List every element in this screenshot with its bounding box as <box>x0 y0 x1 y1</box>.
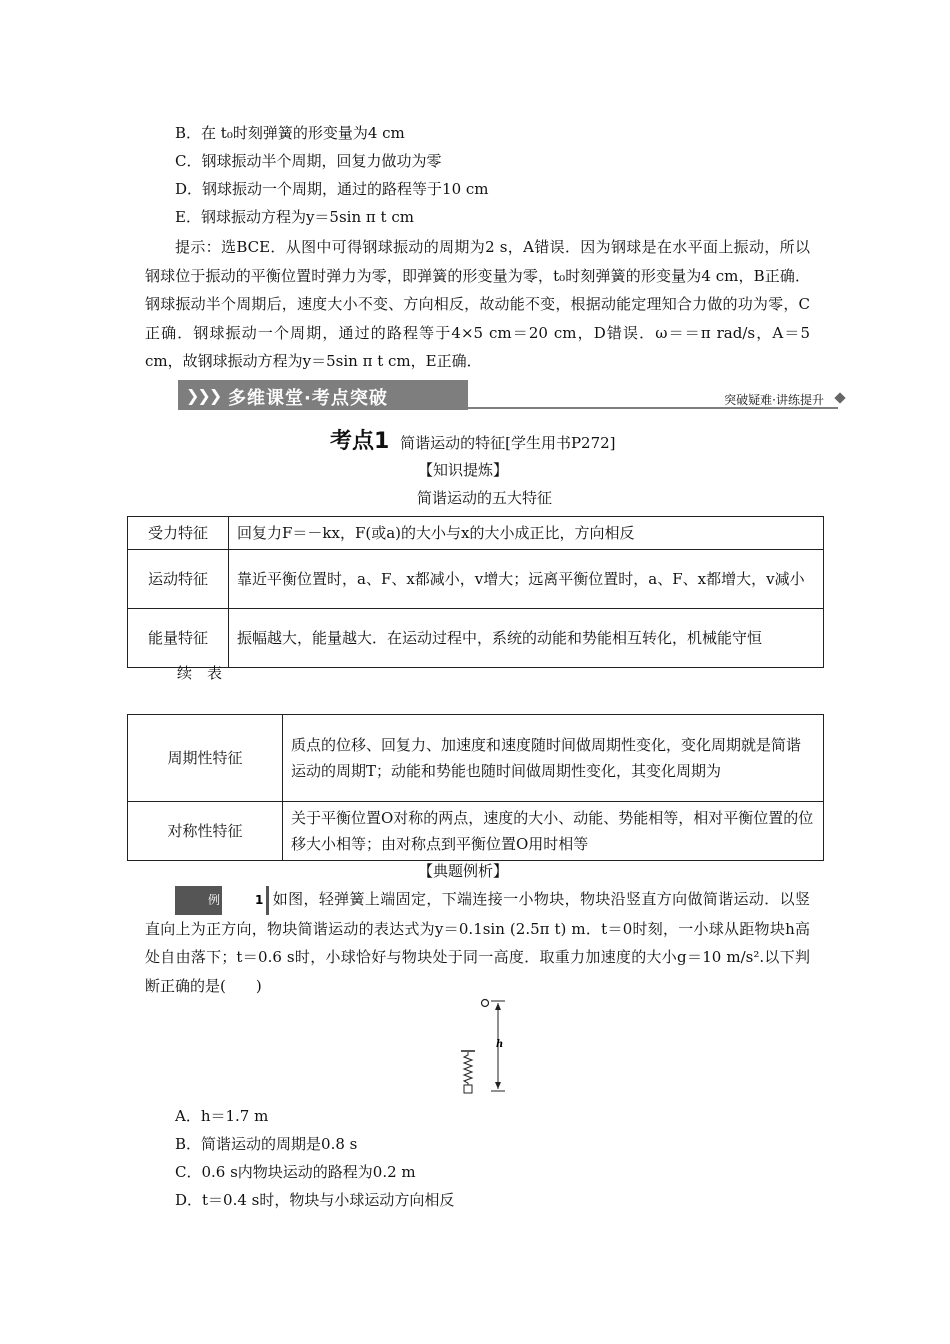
section-title: 简谐运动的特征[学生用书P272] <box>400 434 616 452</box>
banner-subtitle: 突破疑难·讲练提升 <box>724 393 824 407</box>
section-header <box>330 424 616 455</box>
features-table <box>127 516 824 668</box>
table-row <box>128 609 824 668</box>
option-d: D．t＝0.4 s时，物块与小球运动方向相反 <box>175 1191 455 1209</box>
banner-title: 多维课堂·考点突破 <box>228 388 388 409</box>
table-value: 靠近平衡位置时，a、F、x都减小，v增大；远离平衡位置时，a、F、x都增大，v减小 <box>229 550 824 609</box>
example-text: 如图，轻弹簧上端固定，下端连接一小物块，物块沿竖直方向做简谐运动．以竖直向上为正方向，物块简谐运动的表达式为y＝0.1sin (2.5π t) m．t＝0时刻，一小球从距物块h高处自由落下；t＝0.6 s时，小球恰好与物块处于同一高度．取重力加速度的大小g＝10 m/s².以下判断正确的是( ) <box>145 890 810 995</box>
diamond-icon <box>834 392 845 403</box>
table-key: 对称性特征 <box>128 802 283 861</box>
features-table-continued <box>127 714 824 861</box>
table-row <box>128 517 824 550</box>
spring-icon <box>464 1052 472 1085</box>
option-a: A．h＝1.7 m <box>175 1107 269 1125</box>
arrow-down-icon <box>495 1082 501 1089</box>
chevron-right-icon: ❯❯❯ <box>186 386 221 405</box>
example-badge <box>175 886 269 915</box>
knowledge-heading: 【知识提炼】 <box>418 461 509 479</box>
block-icon <box>464 1085 472 1093</box>
table-value: 关于平衡位置O对称的两点，速度的大小、动能、势能相等，相对平衡位置的位移大小相等；由对称点到平衡位置O用时相等 <box>283 802 824 861</box>
table-key: 能量特征 <box>128 609 229 668</box>
table-caption: 简谐运动的五大特征 <box>417 489 553 507</box>
table-row <box>128 802 824 861</box>
table-value: 振幅越大，能量越大．在运动过程中，系统的动能和势能相互转化，机械能守恒 <box>229 609 824 668</box>
option-b: B．在 t₀时刻弹簧的形变量为4 cm <box>175 124 405 142</box>
section-banner <box>178 380 846 410</box>
table-row <box>128 715 824 802</box>
h-label: h <box>496 1039 504 1050</box>
option-e: E．钢球振动方程为y＝5sin π t cm <box>175 208 414 226</box>
arrow-up-icon <box>495 1003 501 1010</box>
table-key: 周期性特征 <box>128 715 283 802</box>
example-badge-number: 1 <box>222 886 266 915</box>
option-c: C．钢球振动半个周期，回复力做功为零 <box>175 152 442 170</box>
table-key: 受力特征 <box>128 517 229 550</box>
table-key: 运动特征 <box>128 550 229 609</box>
example-paragraph <box>145 885 810 1000</box>
example-heading: 【典题例析】 <box>418 862 509 880</box>
example-badge-label: 例 <box>208 893 221 907</box>
continued-label: 续 表 <box>177 664 223 682</box>
option-c: C．0.6 s内物块运动的路程为0.2 m <box>175 1163 416 1181</box>
option-d: D．钢球振动一个周期，通过的路程等于10 cm <box>175 180 489 198</box>
table-value: 回复力F＝－kx，F(或a)的大小与x的大小成正比，方向相反 <box>229 517 824 550</box>
table-value: 质点的位移、回复力、加速度和速度随时间做周期性变化，变化周期就是简谐运动的周期T；动能和势能也随时间做周期性变化，其变化周期为 <box>283 715 824 802</box>
hint-paragraph: 提示：选BCE．从图中可得钢球振动的周期为2 s，A错误．因为钢球是在水平面上振动，所以钢球位于振动的平衡位置时弹力为零，即弹簧的形变量为零，t₀时刻弹簧的形变量为4 cm，B正确．钢球振动半个周期后，速度大小不变、方向相反，故动能不变，根据动能定理知合力做的功为零，C正确．钢球振动一个周期，通过的路程等于4×5 cm＝20 cm，D错误．ω＝＝π rad/s，A＝5 cm，故钢球振动方程为y＝5sin π t cm，E正确． <box>145 238 810 370</box>
table-row <box>128 550 824 609</box>
spring-figure <box>455 995 525 1100</box>
banner-main <box>178 380 468 410</box>
option-b: B．简谐运动的周期是0.8 s <box>175 1135 358 1153</box>
section-label: 考点1 <box>330 429 390 454</box>
ball-icon <box>482 1000 489 1007</box>
